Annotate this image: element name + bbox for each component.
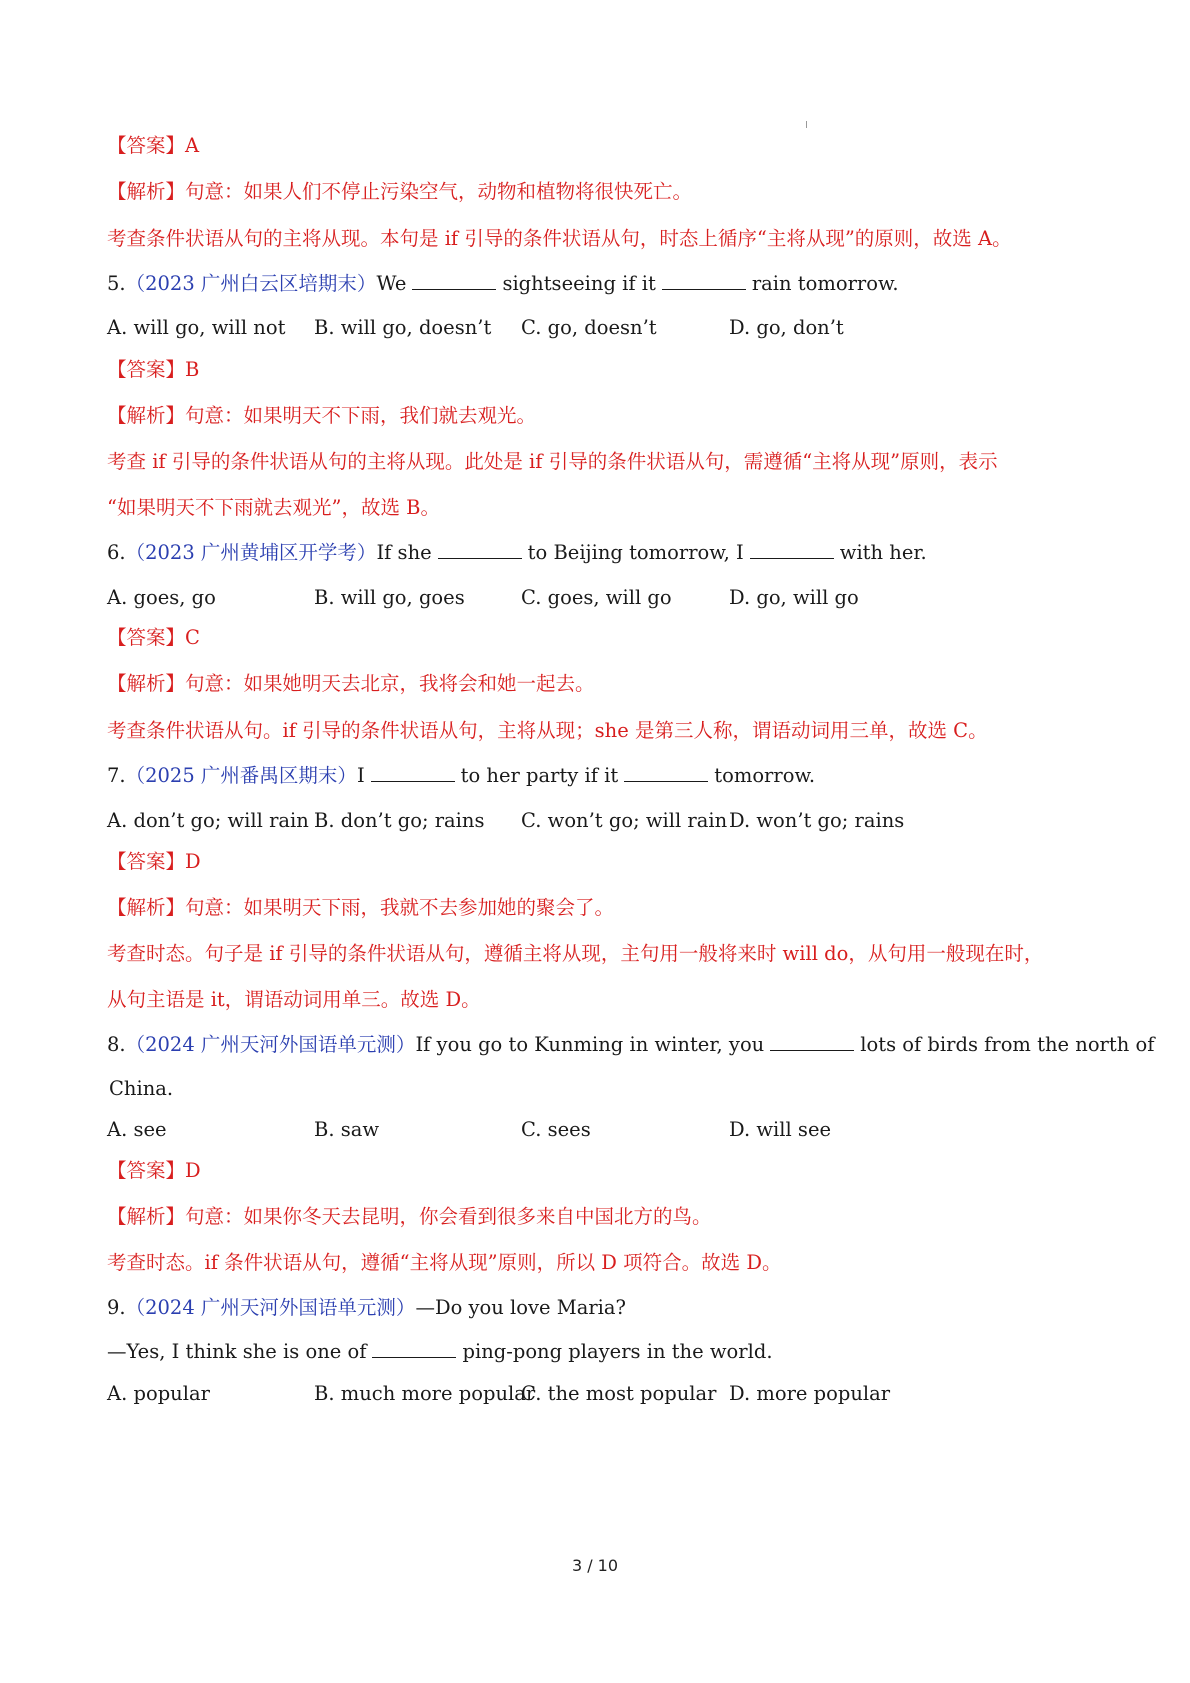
option-b: B. don’t go; rains — [314, 809, 485, 832]
answer-value: B — [185, 358, 200, 381]
answer-value: D — [185, 850, 201, 873]
question-text: lots of birds from the north of — [860, 1033, 1155, 1056]
analysis-text: 句意：如果明天不下雨，我们就去观光。 — [185, 404, 537, 427]
question-9-reply — [107, 1338, 773, 1366]
question-text: I — [356, 764, 365, 787]
analysis-tag: 【解析】 — [107, 180, 186, 203]
analysis-tag: 【解析】 — [107, 672, 186, 695]
question-text: If she — [376, 541, 432, 564]
option-a: A. will go, will not — [107, 316, 286, 339]
question-source: （2024 广州天河外国语单元测） — [125, 1296, 416, 1319]
option-c: C. go, doesn’t — [521, 316, 657, 339]
answer-line — [107, 132, 199, 160]
option-d: D. go, don’t — [729, 316, 844, 339]
analysis-line — [107, 894, 614, 922]
analysis-note: “如果明天不下雨就去观光”，故选 B。 — [107, 496, 440, 519]
question-text: to her party if it — [460, 764, 619, 787]
option-b: B. will go, doesn’t — [314, 316, 492, 339]
question-text: —Yes, I think she is one of — [107, 1340, 367, 1363]
question-number: 5. — [107, 272, 126, 295]
answer-line — [107, 848, 201, 876]
analysis-note: 考查时态。if 条件状语从句，遵循“主将从现”原则，所以 D 项符合。故选 D。 — [107, 1251, 782, 1274]
answer-tag: 【答案】 — [107, 626, 186, 649]
question-5 — [107, 270, 899, 298]
answer-blank — [438, 540, 522, 559]
option-c: C. sees — [521, 1118, 591, 1141]
scan-mark — [806, 121, 807, 128]
option-d: D. will see — [729, 1118, 832, 1141]
analysis-note: 考查 if 引导的条件状语从句的主将从现。此处是 if 引导的条件状语从句，需遵循“主将从现”原则，表示 — [107, 450, 998, 473]
option-c: C. the most popular — [521, 1382, 717, 1405]
answer-blank — [662, 271, 746, 290]
question-text: —Do you love Maria? — [415, 1296, 626, 1319]
analysis-line — [107, 178, 692, 206]
question-7 — [107, 762, 815, 790]
question-source: （2025 广州番禺区期末） — [125, 764, 357, 787]
question-source: （2023 广州黄埔区开学考） — [125, 541, 377, 564]
analysis-text: 句意：如果你冬天去昆明，你会看到很多来自中国北方的鸟。 — [185, 1205, 712, 1228]
option-a: A. don’t go; will rain — [107, 809, 309, 832]
question-continuation: China. — [109, 1077, 174, 1100]
question-number: 6. — [107, 541, 126, 564]
answer-value: D — [185, 1159, 201, 1182]
answer-blank — [372, 1339, 456, 1358]
analysis-note: 从句主语是 it，谓语动词用单三。故选 D。 — [107, 988, 481, 1011]
option-d: D. go, will go — [729, 586, 859, 609]
option-b: B. will go, goes — [314, 586, 465, 609]
answer-blank — [770, 1032, 854, 1051]
option-d: D. won’t go; rains — [729, 809, 905, 832]
option-a: A. see — [107, 1118, 167, 1141]
option-b: B. saw — [314, 1118, 380, 1141]
analysis-text: 句意：如果她明天去北京，我将会和她一起去。 — [185, 672, 595, 695]
answer-tag: 【答案】 — [107, 134, 186, 157]
analysis-text: 句意：如果人们不停止污染空气，动物和植物将很快死亡。 — [185, 180, 693, 203]
question-text: If you go to Kunming in winter, you — [415, 1033, 765, 1056]
analysis-note: 考查时态。句子是 if 引导的条件状语从句，遵循主将从现，主句用一般将来时 will do，从句用一般现在时， — [107, 942, 1044, 965]
analysis-line — [107, 1203, 712, 1231]
answer-tag: 【答案】 — [107, 1159, 186, 1182]
question-text: rain tomorrow. — [751, 272, 899, 295]
question-text: We — [376, 272, 407, 295]
answer-tag: 【答案】 — [107, 358, 186, 381]
analysis-tag: 【解析】 — [107, 896, 186, 919]
answer-tag: 【答案】 — [107, 850, 186, 873]
answer-blank — [371, 763, 455, 782]
question-text: tomorrow. — [714, 764, 816, 787]
option-c: C. goes, will go — [521, 586, 672, 609]
answer-value: A — [185, 134, 200, 157]
answer-blank — [750, 540, 834, 559]
option-b: B. much more popular — [314, 1382, 536, 1405]
answer-line — [107, 356, 199, 384]
option-a: A. goes, go — [107, 586, 216, 609]
answer-line — [107, 1157, 201, 1185]
option-d: D. more popular — [729, 1382, 891, 1405]
analysis-note: 考查条件状语从句。if 引导的条件状语从句，主将从现；she 是第三人称，谓语动词用三单，故选 C。 — [107, 719, 988, 742]
analysis-tag: 【解析】 — [107, 404, 186, 427]
question-number: 7. — [107, 764, 126, 787]
question-number: 9. — [107, 1296, 126, 1319]
analysis-line — [107, 402, 536, 430]
answer-blank — [624, 763, 708, 782]
option-c: C. won’t go; will rain — [521, 809, 728, 832]
question-text: to Beijing tomorrow, I — [527, 541, 744, 564]
question-9 — [107, 1294, 626, 1322]
question-6 — [107, 539, 927, 567]
question-8 — [107, 1031, 1154, 1059]
question-source: （2023 广州白云区培期末） — [125, 272, 377, 295]
question-text: sightseeing if it — [502, 272, 656, 295]
analysis-note: 考查条件状语从句的主将从现。本句是 if 引导的条件状语从句，时态上循序“主将从现”的原则，故选 A。 — [107, 227, 1012, 250]
option-a: A. popular — [107, 1382, 210, 1405]
analysis-tag: 【解析】 — [107, 1205, 186, 1228]
page-number: 3 / 10 — [571, 1556, 619, 1575]
analysis-text: 句意：如果明天下雨，我就不去参加她的聚会了。 — [185, 896, 615, 919]
question-number: 8. — [107, 1033, 126, 1056]
answer-line — [107, 624, 200, 652]
answer-value: C — [185, 626, 200, 649]
analysis-line — [107, 670, 595, 698]
answer-blank — [412, 271, 496, 290]
question-source: （2024 广州天河外国语单元测） — [125, 1033, 416, 1056]
question-text: ping-pong players in the world. — [462, 1340, 773, 1363]
question-text: with her. — [839, 541, 927, 564]
